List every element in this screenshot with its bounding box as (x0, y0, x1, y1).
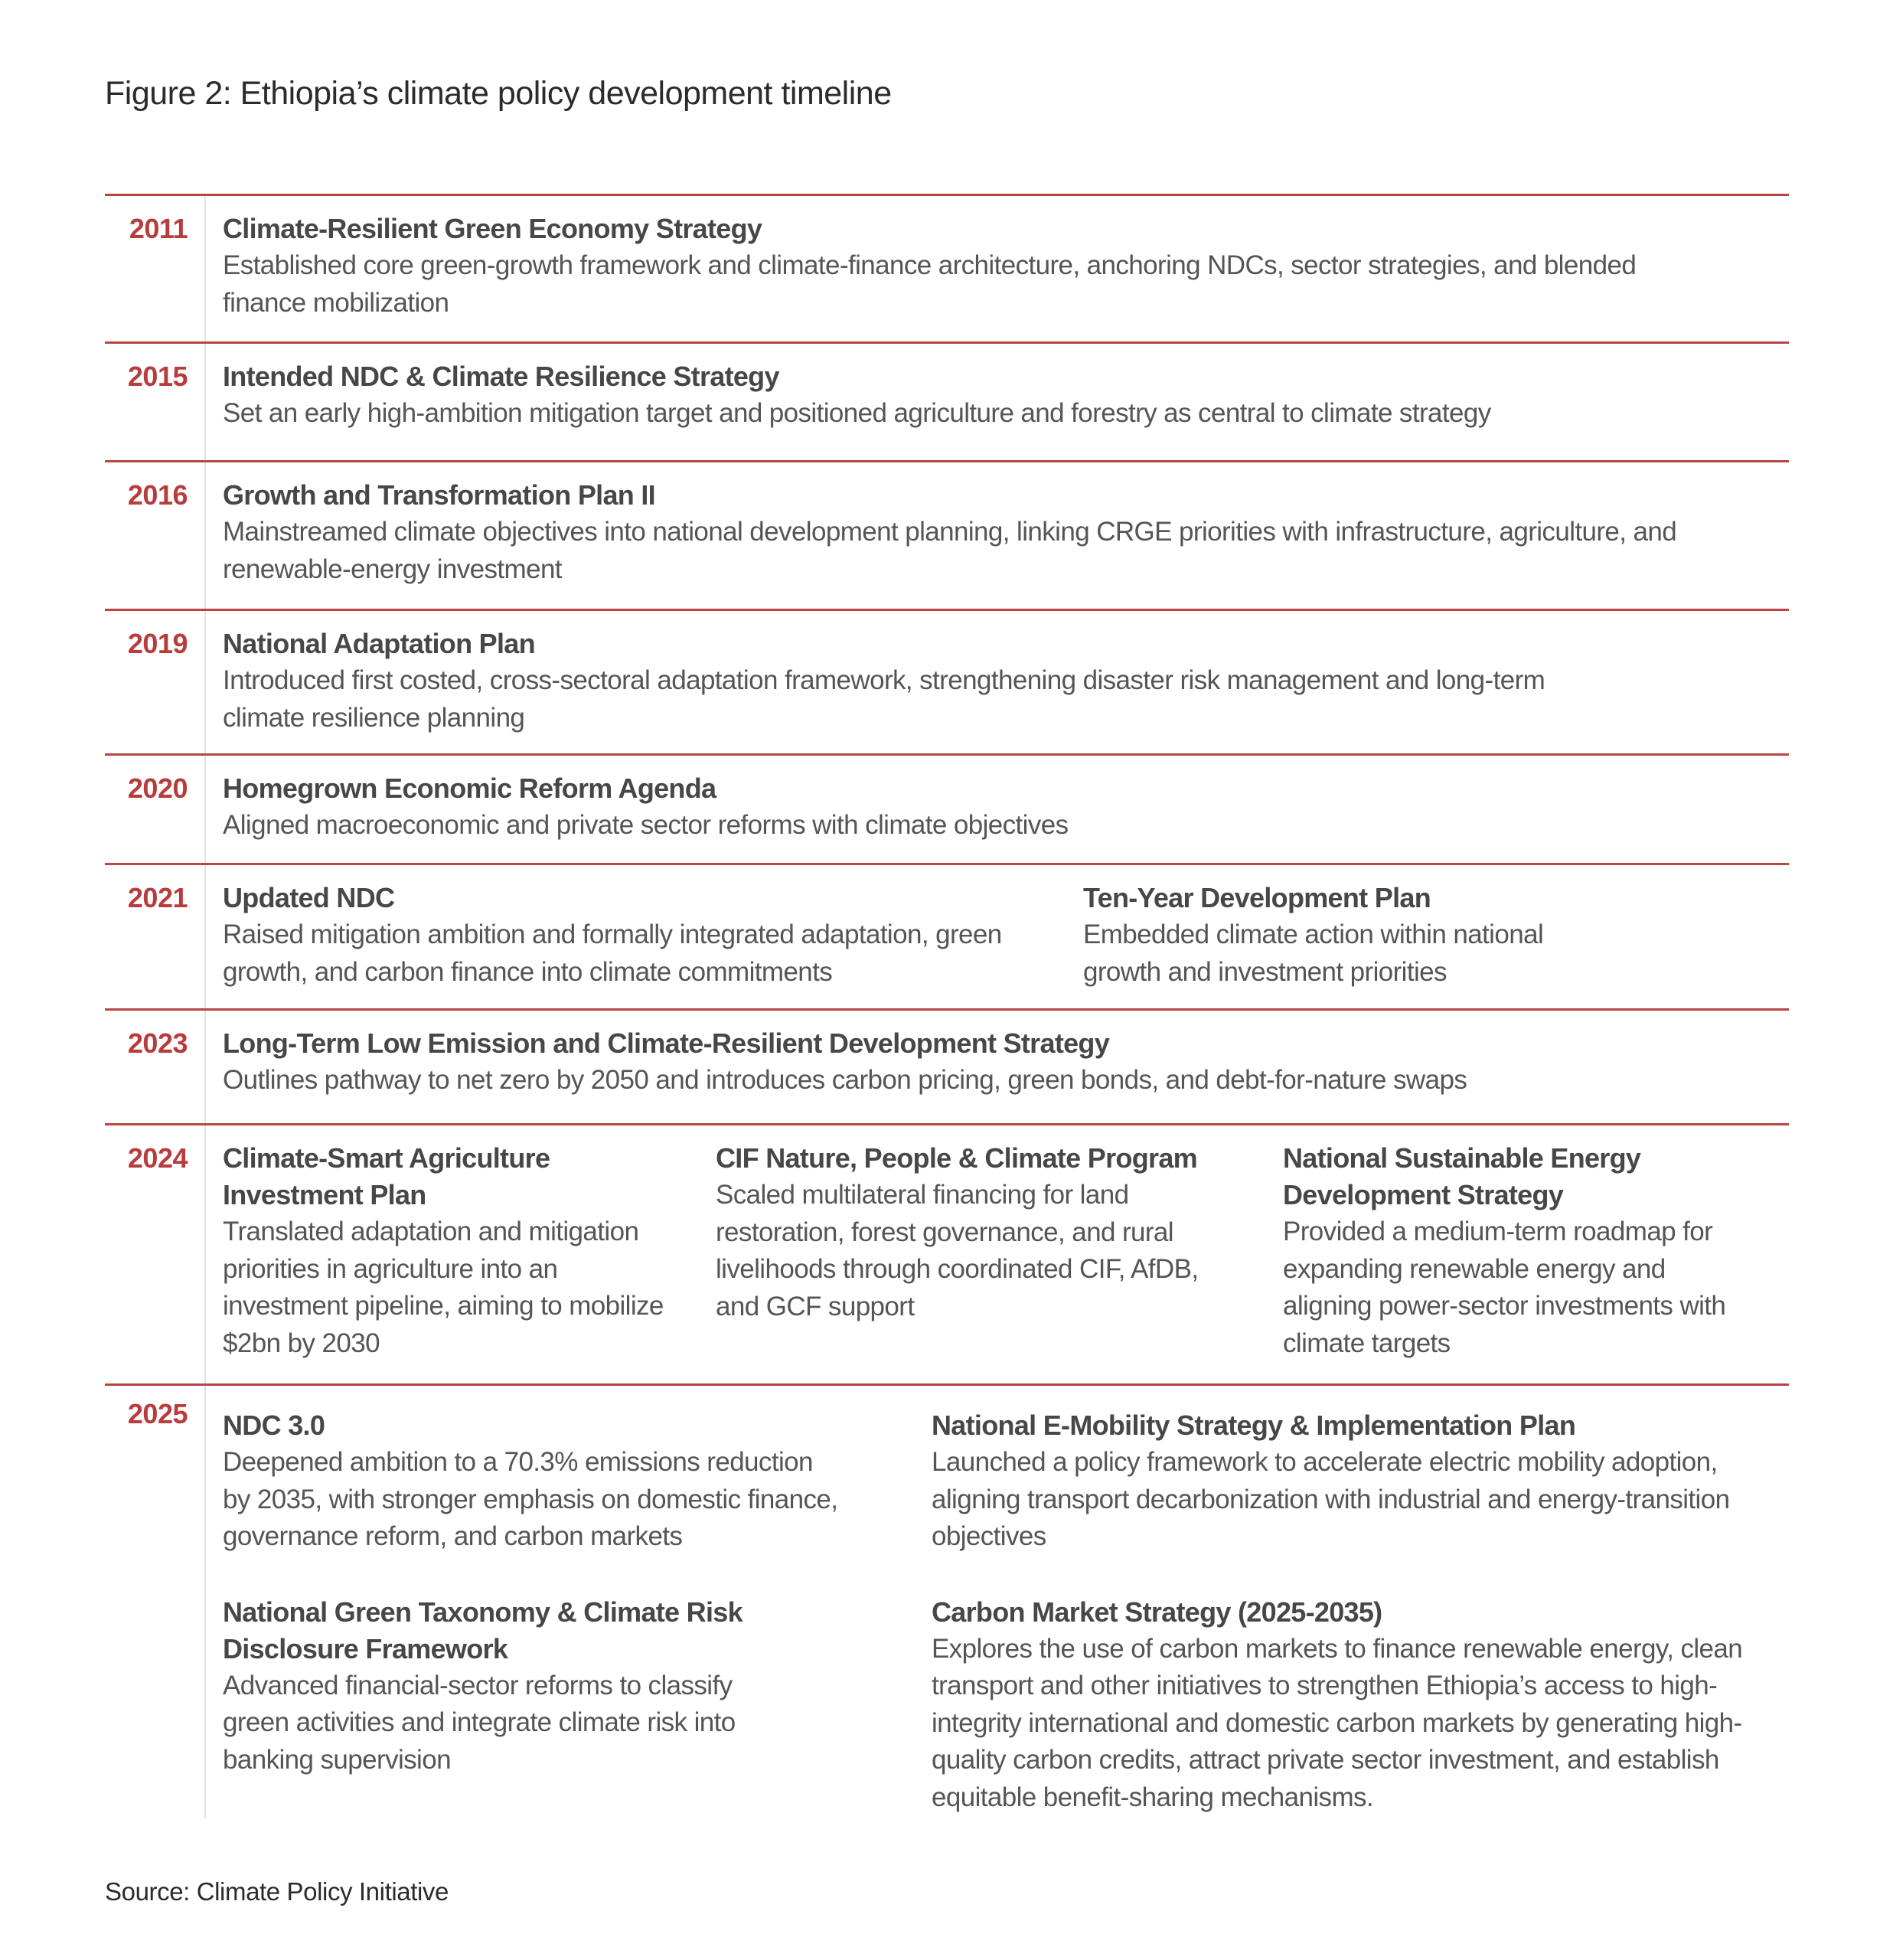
policy-item (223, 358, 1800, 460)
timeline-row-2019 (105, 609, 1789, 753)
year-label: 2025 (127, 1398, 188, 1429)
policy-description: Mainstreamed climate objectives into national development planning, linking CRGE priorities with infrastructure, agriculture, and renewable-energy investment (223, 517, 1677, 584)
year-label: 2020 (127, 773, 188, 804)
policy-description: Advanced financial-sector reforms to classify green activities and integrate climate risk into banking supervision (223, 1670, 736, 1775)
year-label: 2021 (127, 882, 188, 913)
timeline-row-2011 (105, 194, 1789, 341)
policy-item (223, 626, 1585, 753)
policy-title: National Sustainable Energy Development Strategy (1283, 1142, 1641, 1210)
policy-title: Homegrown Economic Reform Agenda (223, 773, 716, 804)
policy-item (223, 477, 1708, 609)
timeline-row-2021 (105, 863, 1789, 1008)
policy-item (223, 1594, 774, 1779)
year-label: 2015 (127, 361, 188, 392)
policy-description: Raised mitigation ambition and formally integrated adaptation, green growth, and carbon finance into climate commitments (223, 920, 1002, 987)
policy-title: Climate-Smart Agriculture Investment Plan (223, 1142, 550, 1210)
timeline-row-2020 (105, 753, 1789, 863)
policy-item (1283, 1140, 1758, 1383)
policy-title: Intended NDC & Climate Resilience Strategy (223, 361, 779, 392)
policy-item (223, 211, 1647, 341)
policy-title: National Adaptation Plan (223, 628, 535, 659)
timeline-row-2023 (105, 1008, 1789, 1123)
policy-description: Embedded climate action within national growth and investment priorities (1083, 920, 1544, 987)
year-label: 2024 (127, 1142, 188, 1174)
policy-description: Explores the use of carbon markets to finance renewable energy, clean transport and other initiatives to strengthen Ethiopia’s access to high-integrity international and domestic carbon markets by generating high-quality carbon credits, attract private sector investment, and establish equitable benefit-sharing mechanisms. (932, 1633, 1743, 1812)
timeline-row-2024 (105, 1123, 1789, 1383)
policy-description: Outlines pathway to net zero by 2050 and introduces carbon pricing, green bonds, and debt-for-nature swaps (223, 1065, 1467, 1095)
policy-description: Translated adaptation and mitigation priorities in agriculture into an investment pipeline, aiming to mobilize $2bn by 2030 (223, 1217, 664, 1358)
policy-description: Set an early high-ambition mitigation target and positioned agriculture and forestry as central to climate strategy (223, 398, 1491, 428)
year-label: 2019 (127, 628, 188, 659)
policy-item (223, 880, 1083, 1008)
policy-description: Launched a policy framework to accelerate electric mobility adoption, aligning transport decarbonization with industrial and energy-transition objectives (932, 1447, 1730, 1551)
policy-title: Climate-Resilient Green Economy Strategy (223, 213, 762, 244)
policy-description: Aligned macroeconomic and private sector reforms with climate objectives (223, 810, 1069, 840)
policy-item (932, 1594, 1797, 1817)
year-label: 2023 (127, 1027, 188, 1059)
policy-title: National Green Taxonomy & Climate Risk Disclosure Framework (223, 1596, 743, 1664)
policy-title: Ten-Year Development Plan (1083, 882, 1431, 913)
policy-title: Carbon Market Strategy (2025-2035) (932, 1596, 1382, 1628)
policy-description: Established core green-growth framework and climate-finance architecture, anchoring NDCs, sector strategies, and blended finance mobilization (223, 250, 1637, 318)
year-label: 2016 (127, 479, 188, 511)
policy-description: Scaled multilateral financing for land restoration, forest governance, and rural livelihoods through coordinated CIF, AfDB, and GCF support (716, 1180, 1199, 1321)
timeline-row-2016 (105, 460, 1789, 609)
policy-title: NDC 3.0 (223, 1410, 325, 1441)
policy-item (223, 1025, 1800, 1123)
source-note: Source: Climate Policy Initiative (105, 1877, 449, 1906)
policy-title: Long-Term Low Emission and Climate-Resilient Development Strategy (223, 1027, 1110, 1059)
policy-item (1083, 880, 1619, 1008)
policy-item (223, 770, 1647, 863)
policy-title: National E-Mobility Strategy & Implementation Plan (932, 1410, 1576, 1441)
policy-item (223, 1407, 840, 1556)
timeline (105, 194, 1789, 1828)
timeline-row-2015 (105, 341, 1789, 460)
timeline-row-2025 (105, 1383, 1789, 1828)
policy-item (716, 1140, 1283, 1383)
policy-title: Growth and Transformation Plan II (223, 479, 655, 511)
policy-title: CIF Nature, People & Climate Program (716, 1142, 1197, 1174)
policy-description: Deepened ambition to a 70.3% emissions reduction by 2035, with stronger emphasis on domestic finance, governance reform, and carbon markets (223, 1447, 838, 1551)
year-label: 2011 (129, 213, 188, 244)
figure-title: Figure 2: Ethiopia’s climate policy development timeline (105, 75, 892, 112)
policy-item (932, 1407, 1797, 1556)
policy-description: Provided a medium-term roadmap for expanding renewable energy and aligning power-sector investments with climate targets (1283, 1217, 1726, 1358)
policy-item (223, 1140, 716, 1383)
policy-title: Updated NDC (223, 882, 395, 913)
policy-description: Introduced first costed, cross-sectoral adaptation framework, strengthening disaster risk management and long-term climate resilience planning (223, 665, 1545, 733)
